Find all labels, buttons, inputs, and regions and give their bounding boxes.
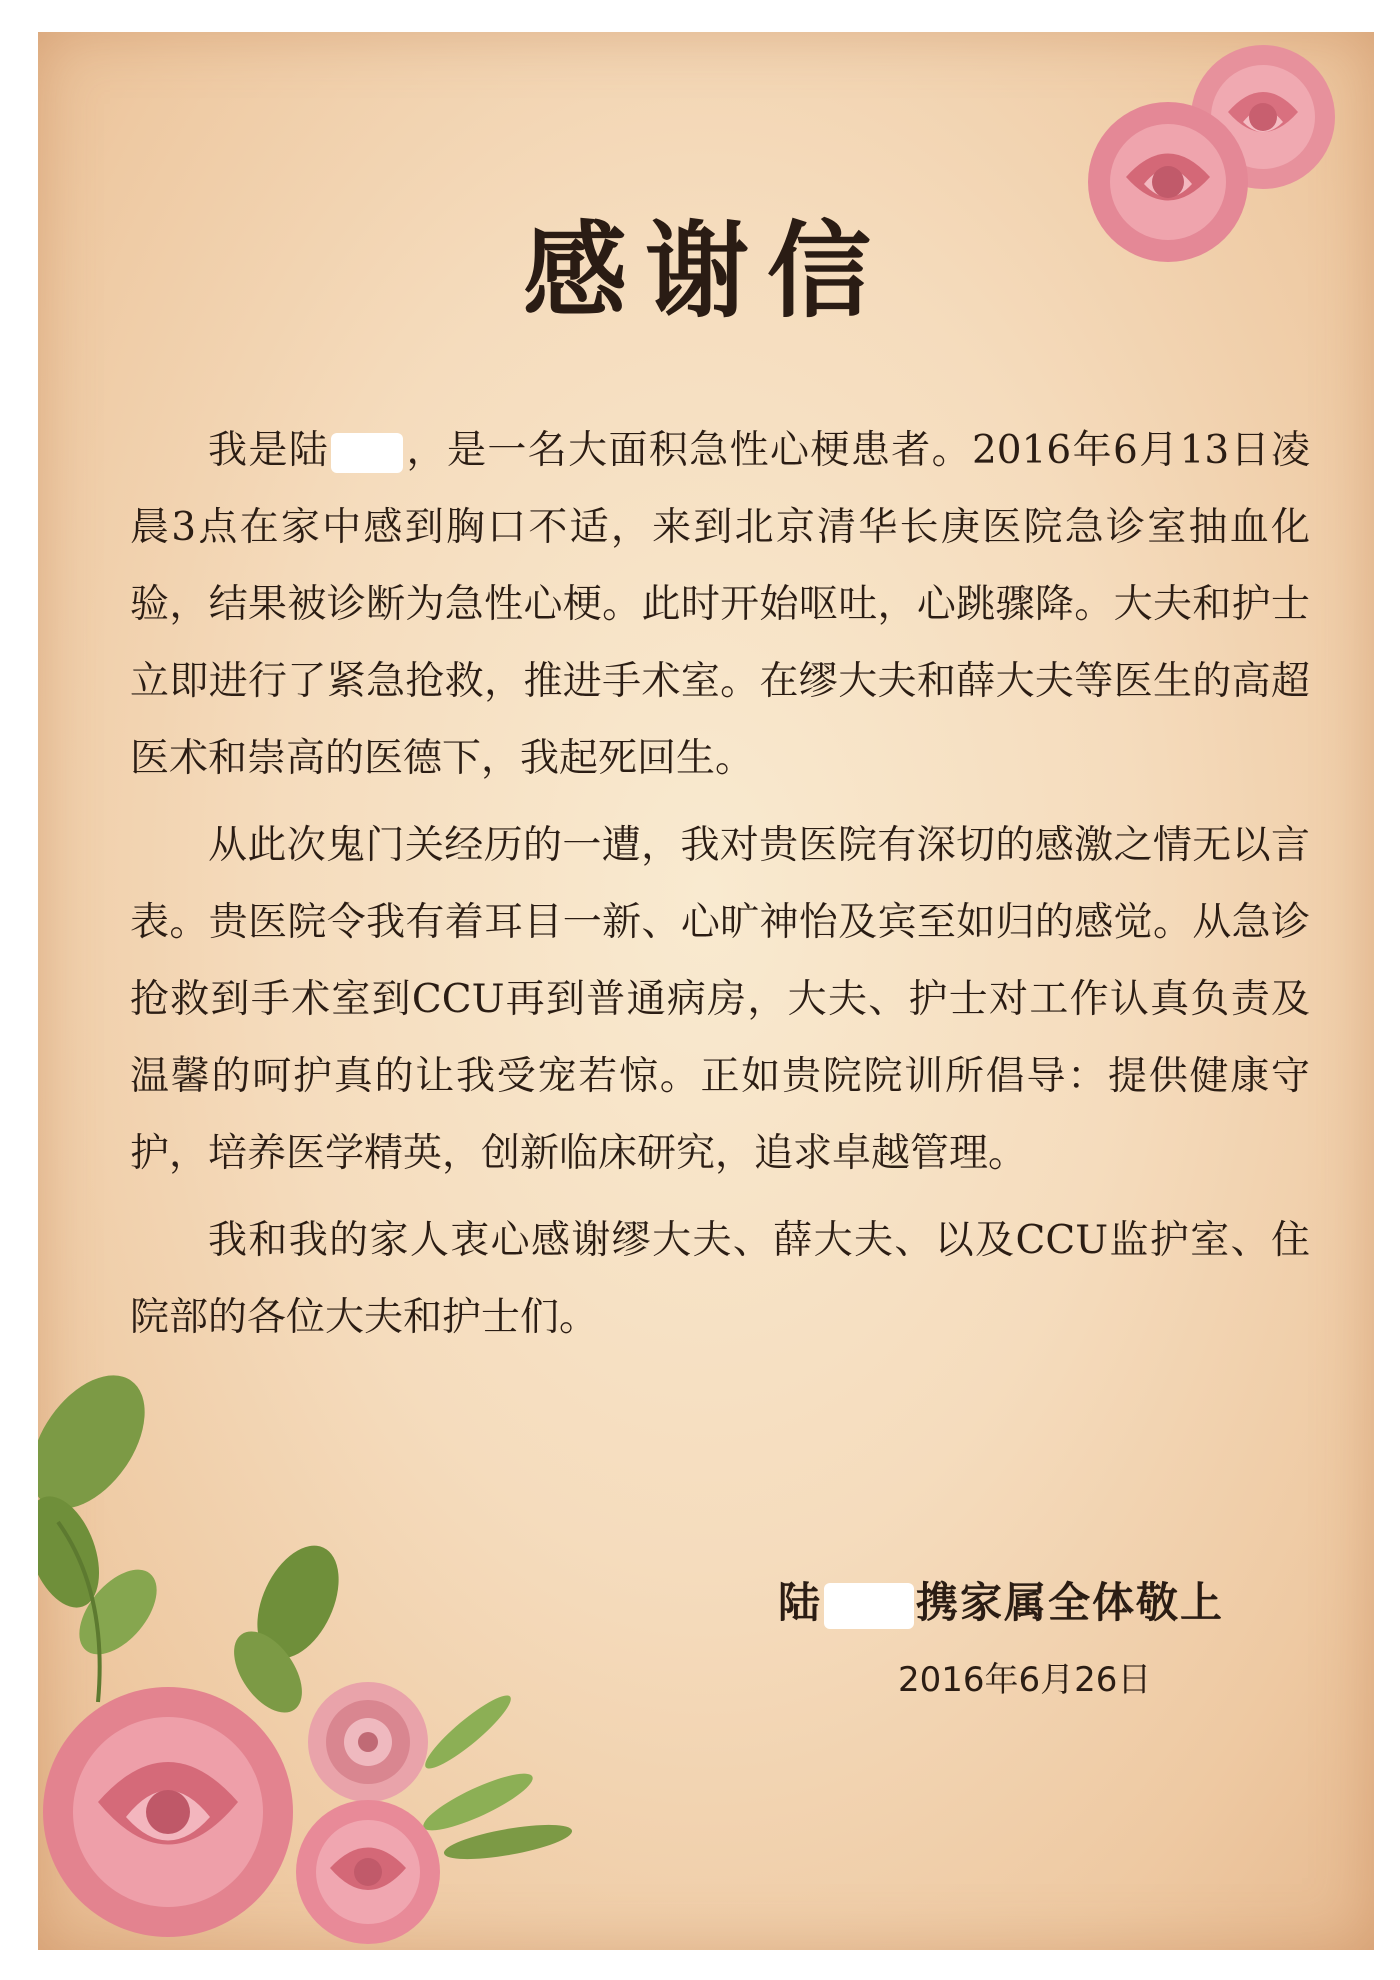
paragraph-1-start: 我是陆 bbox=[208, 428, 330, 473]
paragraph-3: 我和我的家人衷心感谢缪大夫、薛大夫、以及CCU监护室、住院部的各位大夫和护士们。 bbox=[130, 1218, 1310, 1340]
signature-start: 陆 bbox=[778, 1578, 823, 1627]
signature-line bbox=[778, 1570, 1338, 1630]
letter-paper bbox=[38, 32, 1374, 1950]
paragraph-2: 从此次鬼门关经历的一遭，我对贵医院有深切的感激之情无以言表。贵医院令我有着耳目一新、心旷神怡及宾至如归的感觉。从急诊抢救到手术室到CCU再到普通病房，大夫、护士对工作认真负责及温馨的呵护真的让我受宠若惊。正如贵院院训所倡导：提供健康守护，培养医学精英，创新临床研究，追求卓越管理。 bbox=[130, 823, 1310, 1176]
redaction-mark bbox=[331, 433, 403, 473]
signature-redaction-mark bbox=[824, 1583, 914, 1629]
paragraph-1 bbox=[130, 412, 1310, 797]
paragraph-1-rest: ，是一名大面积急性心梗患者。2016年6月13日凌晨3点在家中感到胸口不适，来到北京清华长庚医院急诊室抽血化验，结果被诊断为急性心梗。此时开始呕吐，心跳骤降。大夫和护士立即进行了紧急抢救，推进手术室。在缪大夫和薛大夫等医生的高超医术和崇高的医德下，我起死回生。 bbox=[130, 428, 1310, 781]
roses-bottom-left-decoration bbox=[38, 1372, 598, 1950]
signature-rest: 携家属全体敬上 bbox=[916, 1578, 1225, 1627]
letter-date: 2016年6月26日 bbox=[898, 1660, 1152, 1700]
letter-body bbox=[130, 412, 1310, 1360]
letter-title: 感谢信 bbox=[522, 210, 889, 332]
